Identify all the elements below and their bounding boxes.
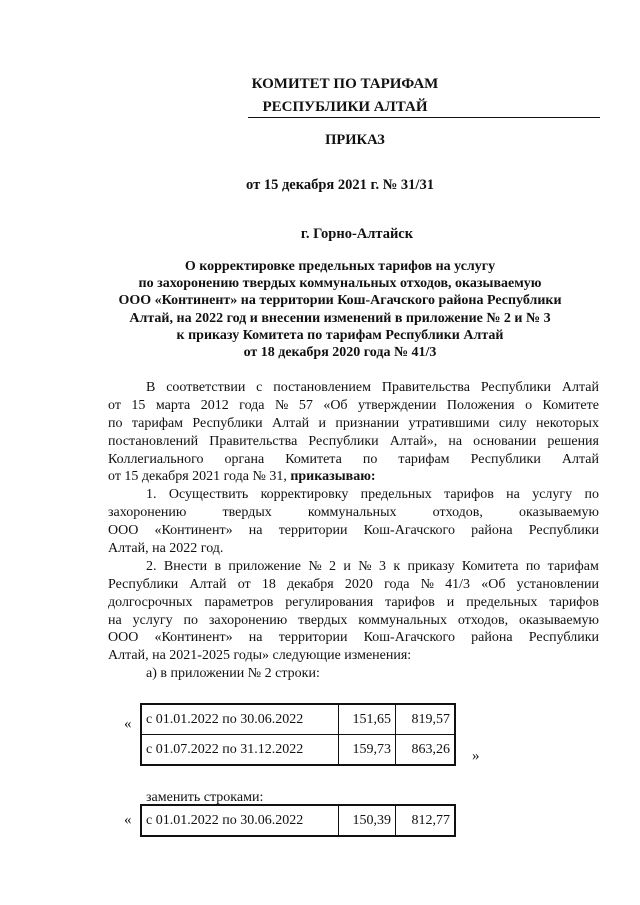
open-quote-new: « bbox=[124, 812, 132, 828]
replace-label: заменить строками: bbox=[146, 790, 264, 805]
doc-type: ПРИКАЗ bbox=[325, 132, 385, 148]
item1-line: захоронению твердых коммунальных отходов, оказываемую bbox=[108, 505, 599, 521]
org-name-line1: КОМИТЕТ ПО ТАРИФАМ bbox=[251, 76, 439, 92]
period-cell: с 01.01.2022 по 30.06.2022 bbox=[141, 805, 339, 836]
doc-date-number: от 15 декабря 2021 г. № 31/31 bbox=[246, 177, 434, 193]
doc-title bbox=[110, 258, 570, 361]
header-rule bbox=[248, 117, 600, 118]
old-rows-table bbox=[140, 703, 456, 766]
item1-line-last: Алтай, на 2022 год. bbox=[108, 541, 224, 557]
body-line: по тарифам Республики Алтай и признании утратившими силу некоторых bbox=[108, 415, 599, 431]
body-line: В соответствии с постановлением Правительства Республики Алтай bbox=[146, 380, 599, 395]
item2-line: ООО «Континент» на территории Кош-Агачского района Республики bbox=[108, 630, 599, 646]
title-line: по захоронению твердых коммунальных отходов, оказываемую bbox=[138, 276, 542, 292]
table-row bbox=[141, 805, 455, 836]
value-cell: 151,65 bbox=[339, 704, 396, 735]
table-row bbox=[141, 735, 455, 766]
title-line: О корректировке предельных тарифов на услугу bbox=[184, 259, 496, 274]
item2-line: Республики Алтай от 18 декабря 2020 года № 41/3 «Об установлении bbox=[108, 576, 599, 592]
body-line: постановлений Правительства Республики Алтай», на основании решения bbox=[108, 433, 599, 449]
org-header bbox=[250, 74, 440, 117]
title-line: ООО «Континент» на территории Кош-Агачского района Республики bbox=[118, 293, 562, 309]
value-cell: 812,77 bbox=[396, 805, 456, 836]
body-line-last: от 15 декабря 2021 года № 31, приказываю: bbox=[108, 469, 376, 485]
title-line: к приказу Комитета по тарифам Республики Алтай bbox=[176, 327, 504, 343]
item1-line: ООО «Континент» на территории Кош-Агачского района Республики bbox=[108, 523, 599, 539]
item2-line: 2. Внести в приложение № 2 и № 3 к приказу Комитета по тарифам bbox=[146, 558, 599, 574]
table-row bbox=[141, 704, 455, 735]
title-line: Алтай, на 2022 год и внесении изменений в приложение № 2 и № 3 bbox=[129, 310, 551, 326]
org-name-line2: РЕСПУБЛИКИ АЛТАЙ bbox=[262, 99, 428, 115]
title-line: от 18 декабря 2020 года № 41/3 bbox=[243, 345, 437, 361]
doc-city: г. Горно-Алтайск bbox=[300, 226, 414, 242]
value-cell: 819,57 bbox=[396, 704, 456, 735]
body-line: Коллегиального органа Комитета по тарифам Республики Алтай bbox=[108, 451, 599, 467]
value-cell: 159,73 bbox=[339, 735, 396, 766]
doc-body bbox=[108, 379, 599, 683]
item2-line: на услугу по захоронению твердых коммунальных отходов, оказываемую bbox=[108, 612, 599, 628]
body-line: от 15 марта 2012 года № 57 «Об утверждении Положения о Комитете bbox=[108, 397, 599, 413]
period-cell: с 01.01.2022 по 30.06.2022 bbox=[141, 704, 339, 735]
item2-line: долгосрочных параметров регулирования тарифов и предельных тарифов bbox=[108, 594, 599, 610]
new-rows-table bbox=[140, 804, 456, 837]
close-quote-old: » bbox=[472, 748, 480, 764]
value-cell: 150,39 bbox=[339, 805, 396, 836]
item1-line: 1. Осуществить корректировку предельных тарифов на услугу по bbox=[146, 487, 599, 503]
period-cell: с 01.07.2022 по 31.12.2022 bbox=[141, 735, 339, 766]
item2-line-last: Алтай, на 2021-2025 годы» следующие изменения: bbox=[108, 648, 412, 664]
item2a-line: а) в приложении № 2 строки: bbox=[146, 666, 320, 682]
value-cell: 863,26 bbox=[396, 735, 456, 766]
ordering-word: приказываю: bbox=[290, 469, 376, 485]
open-quote-old: « bbox=[124, 716, 132, 732]
